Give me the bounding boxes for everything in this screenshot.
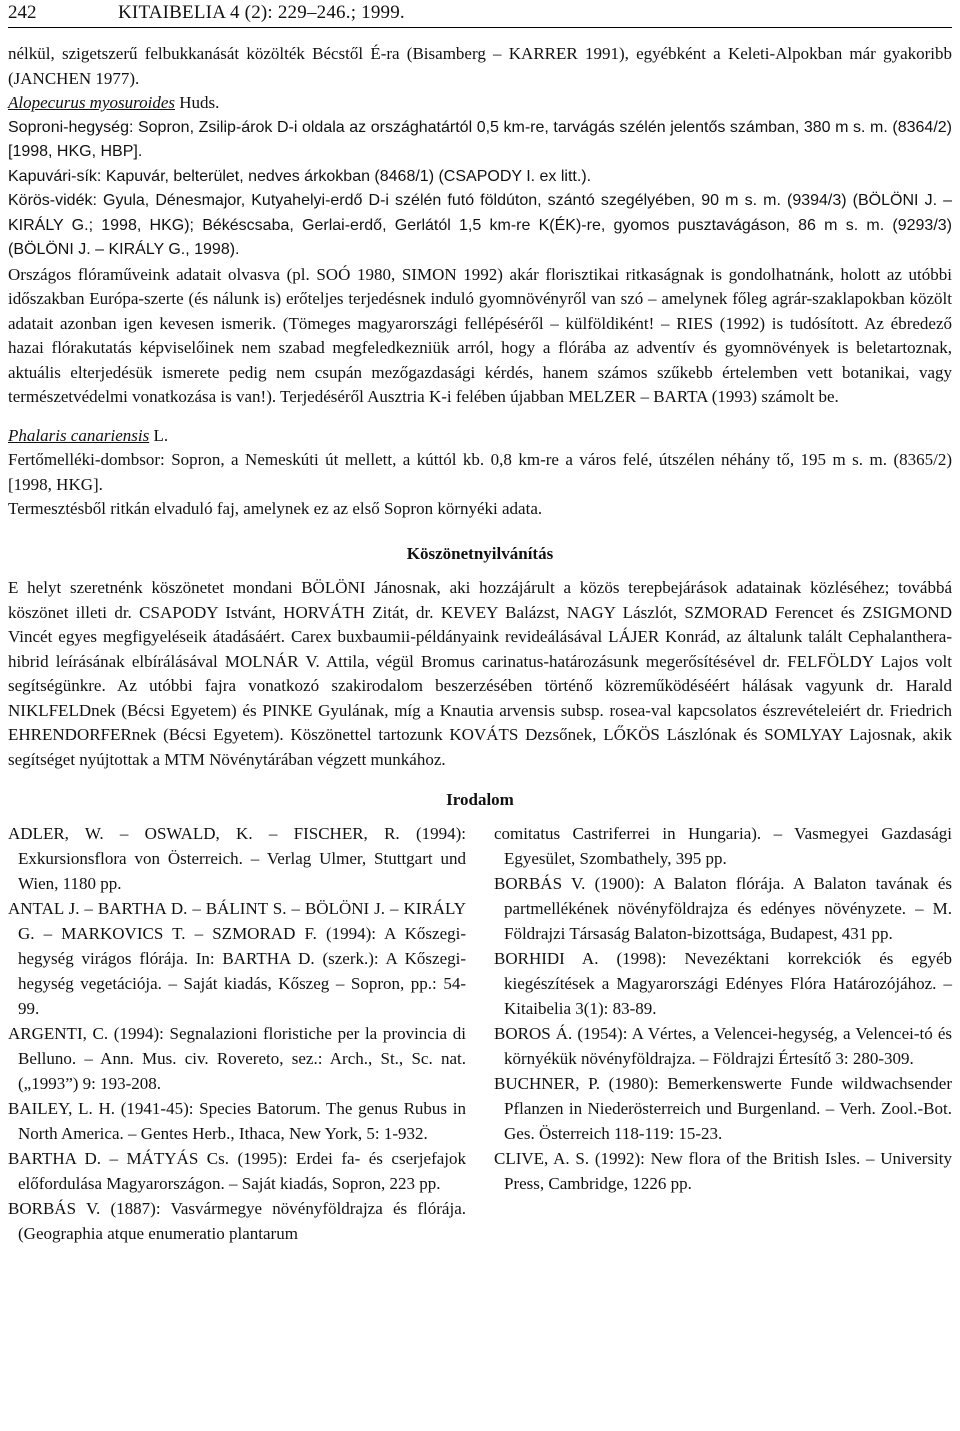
reference-item: CLIVE, A. S. (1992): New flora of the British Isles. – University Press, Cambridge, 1226 pp. <box>494 1148 952 1193</box>
article-body <box>8 42 952 1246</box>
literature-heading: Irodalom <box>446 790 514 809</box>
locality-record: Körös-vidék: Gyula, Dénesmajor, Kutyahelyi-erdő D-i szélén futó földúton, szántó szegélyében, 90 m s. m. (9394/3) (BÖLÖNI J. – KIRÁLY G.; 1998, HKG); Békéscsaba, Gerlai-erdő, Gerlától 1,5 km-re K(ÉK)-re, gyomos pusztavágáson, 86 m s. m. (9293/3) (BÖLÖNI J. – KIRÁLY G., 1998). <box>8 192 952 258</box>
taxon-heading-alopecurus <box>8 91 952 116</box>
taxon-name: Alopecurus myosuroides <box>8 93 175 112</box>
discussion-paragraph: Országos flóraműveink adatait olvasva (pl. SOÓ 1980, SIMON 1992) akár florisztikai ritkaságnak is gondolhatnánk, holott az utóbbi időszakban Európa-szerte (és nálunk is) erőteljes terjedésnek induló gyomnövényről van szó – amelynek főleg agrár-szaklapokban közölt adatait azonban igen kevesen ismerik. (Tömeges magyarországi fellépéséről – külföldiként! – RIES (1992) is tudósított. Az ébredező hazai flórakutatás képviselőinek nem szabad megfeledkezniük arról, hogy a flórába az adventív és gyomnövények is beletartoznak, aktuális elterjedésük ismerete pedig nem csupán mezőgazdasági kérdés, hanem számos szűkebb értelemben vett botanikai, vagy természetvédelmi vonatkozása is van!). Terjedéséről Ausztria K-i felében újabban MELZER – BARTA (1993) számolt be. <box>8 264 952 406</box>
reference-item: ADLER, W. – OSWALD, K. – FISCHER, R. (1994): Exkursionsflora von Österreich. – Verlag Ulmer, Stuttgart und Wien, 1180 pp. <box>8 823 466 893</box>
header-rule <box>8 27 952 28</box>
reference-item: BUCHNER, P. (1980): Bemerkenswerte Funde wildwachsender Pflanzen in Niederösterreich und Burgenland. – Verh. Zool.-Bot. Ges. Österreich 118-119: 15-23. <box>494 1073 952 1143</box>
reference-item: ANTAL J. – BARTHA D. – BÁLINT S. – BÖLÖNI J. – KIRÁLY G. – MARKOVICS T. – SZMORAD F. (1994): A Kőszegi-hegység virágos flórája. In: BARTHA D. (szerk.): A Kőszegi-hegység vegetációja. – Saját kiadás, Kőszeg – Sopron, pp.: 54-99. <box>8 898 466 1018</box>
paragraph-continuation: nélkül, szigetszerű felbukkanását közölték Bécstől É-ra (Bisamberg – KARRER 1991), egyébként a Keleti-Alpokban már gyakoribb (JANCHEN 1977). <box>8 44 952 88</box>
acknowledgements-heading: Köszönetnyilvánítás <box>406 543 554 563</box>
taxon-heading-phalaris <box>8 424 952 449</box>
reference-columns <box>8 821 952 1246</box>
reference-item: BOROS Á. (1954): A Vértes, a Velencei-hegység, a Velencei-tó és környékük növényföldrajza. – Földrajzi Értesítő 3: 280-309. <box>494 1023 952 1068</box>
locality-record: Fertőmelléki-dombsor: Sopron, a Nemeskúti út mellett, a kúttól kb. 0,8 km-re a város felé, útszélen néhány tő, 195 m s. m. (8365/2) [1998, HKG]. <box>8 450 952 494</box>
reference-item: BORBÁS V. (1900): A Balaton flórája. A Balaton tavának és partmellékének növényföldrajza és edényes növényzete. – M. Földrajzi Társaság Balaton-bizottsága, Budapest, 431 pp. <box>494 873 952 943</box>
taxon-author: Huds. <box>175 93 220 112</box>
page-number: 242 <box>8 2 37 23</box>
discussion-paragraph: Termesztésből ritkán elvaduló faj, amelynek ez az első Sopron környéki adata. <box>8 499 543 518</box>
reference-item: BARTHA D. – MÁTYÁS Cs. (1995): Erdei fa- és cserjefajok előfordulása Magyarországon. – Saját kiadás, Sopron, 223 pp. <box>8 1148 466 1193</box>
running-head: KITAIBELIA 4 (2): 229–246.; 1999. <box>118 2 405 23</box>
taxon-name: Phalaris canariensis <box>8 425 150 445</box>
page-header <box>8 0 952 30</box>
reference-item: BAILEY, L. H. (1941-45): Species Batorum. The genus Rubus in North America. – Gentes Herb., Ithaca, New York, 5: 1-932. <box>8 1098 466 1143</box>
locality-record: Kapuvári-sík: Kapuvár, belterület, nedves árkokban (8468/1) (CSAPODY I. ex litt.). <box>8 167 592 185</box>
reference-column-right <box>494 821 952 1246</box>
reference-item: ARGENTI, C. (1994): Segnalazioni floristiche per la provincia di Belluno. – Ann. Mus. civ. Rovereto, sez.: Arch., St., Sc. nat. („1993”) 9: 193-208. <box>8 1023 466 1093</box>
reference-item: comitatus Castriferrei in Hungaria). – Vasmegyei Gazdasági Egyesület, Szombathely, 395 pp. <box>494 823 952 868</box>
acknowledgements-text: E helyt szeretnénk köszönetet mondani BÖLÖNI Jánosnak, aki hozzájárult a közös terepbejárások adatainak közléséhez; továbbá köszönet illeti dr. CSAPODY Istvánt, HORVÁTH Zitát, dr. KEVEY Balázst, NAGY Lászlót, SZMORAD Ferencet és ZSIGMOND Vincét egyes megfigyeléseik átadásáért. Carex buxbaumii-példányaink revideálásával LÁJER Konrád, az általunk talált Cephalanthera-hibrid leírásának elbírálásával MOLNÁR V. Attila, végül Bromus carinatus-határozásunk megerősítésével dr. FELFÖLDY Lajos volt segítségünkre. Az utóbbi fajra vonatkozó szakirodalom beszerzésében történő közreműködéséért hálásak vagyunk dr. Harald NIKLFELDnek (Bécsi Egyetem) és PINKE Gyulának, míg a Knautia arvensis subsp. rosea-val kapcsolatos észrevételeiért dr. Friedrich EHRENDORFERnek (Bécsi Egyetem). Köszönettel tartozunk KOVÁTS Dezsőnek, LŐKÖS Lászlónak és SOMLYAY Lajosnak, akik segítséget nyújtottak a MTM Növénytárában végzett munkához. <box>8 578 952 769</box>
taxon-author: L. <box>149 425 169 445</box>
locality-record: Soproni-hegység: Sopron, Zsilip-árok D-i oldala az országhatártól 0,5 km-re, tarvágás szélén jelentős számban, 380 m s. m. (8364/2) [1998, HKG, HBP]. <box>8 118 952 160</box>
reference-column-left <box>8 821 466 1246</box>
reference-item: BORBÁS V. (1887): Vasvármegye növényföldrajza és flórája. (Geographia atque enumeratio plantarum <box>8 1198 466 1243</box>
reference-item: BORHIDI A. (1998): Nevezéktani korrekciók és egyéb kiegészítések a Magyarországi Edényes Flóra Határozójához. – Kitaibelia 3(1): 83-89. <box>494 948 952 1018</box>
journal-page <box>8 0 952 1243</box>
